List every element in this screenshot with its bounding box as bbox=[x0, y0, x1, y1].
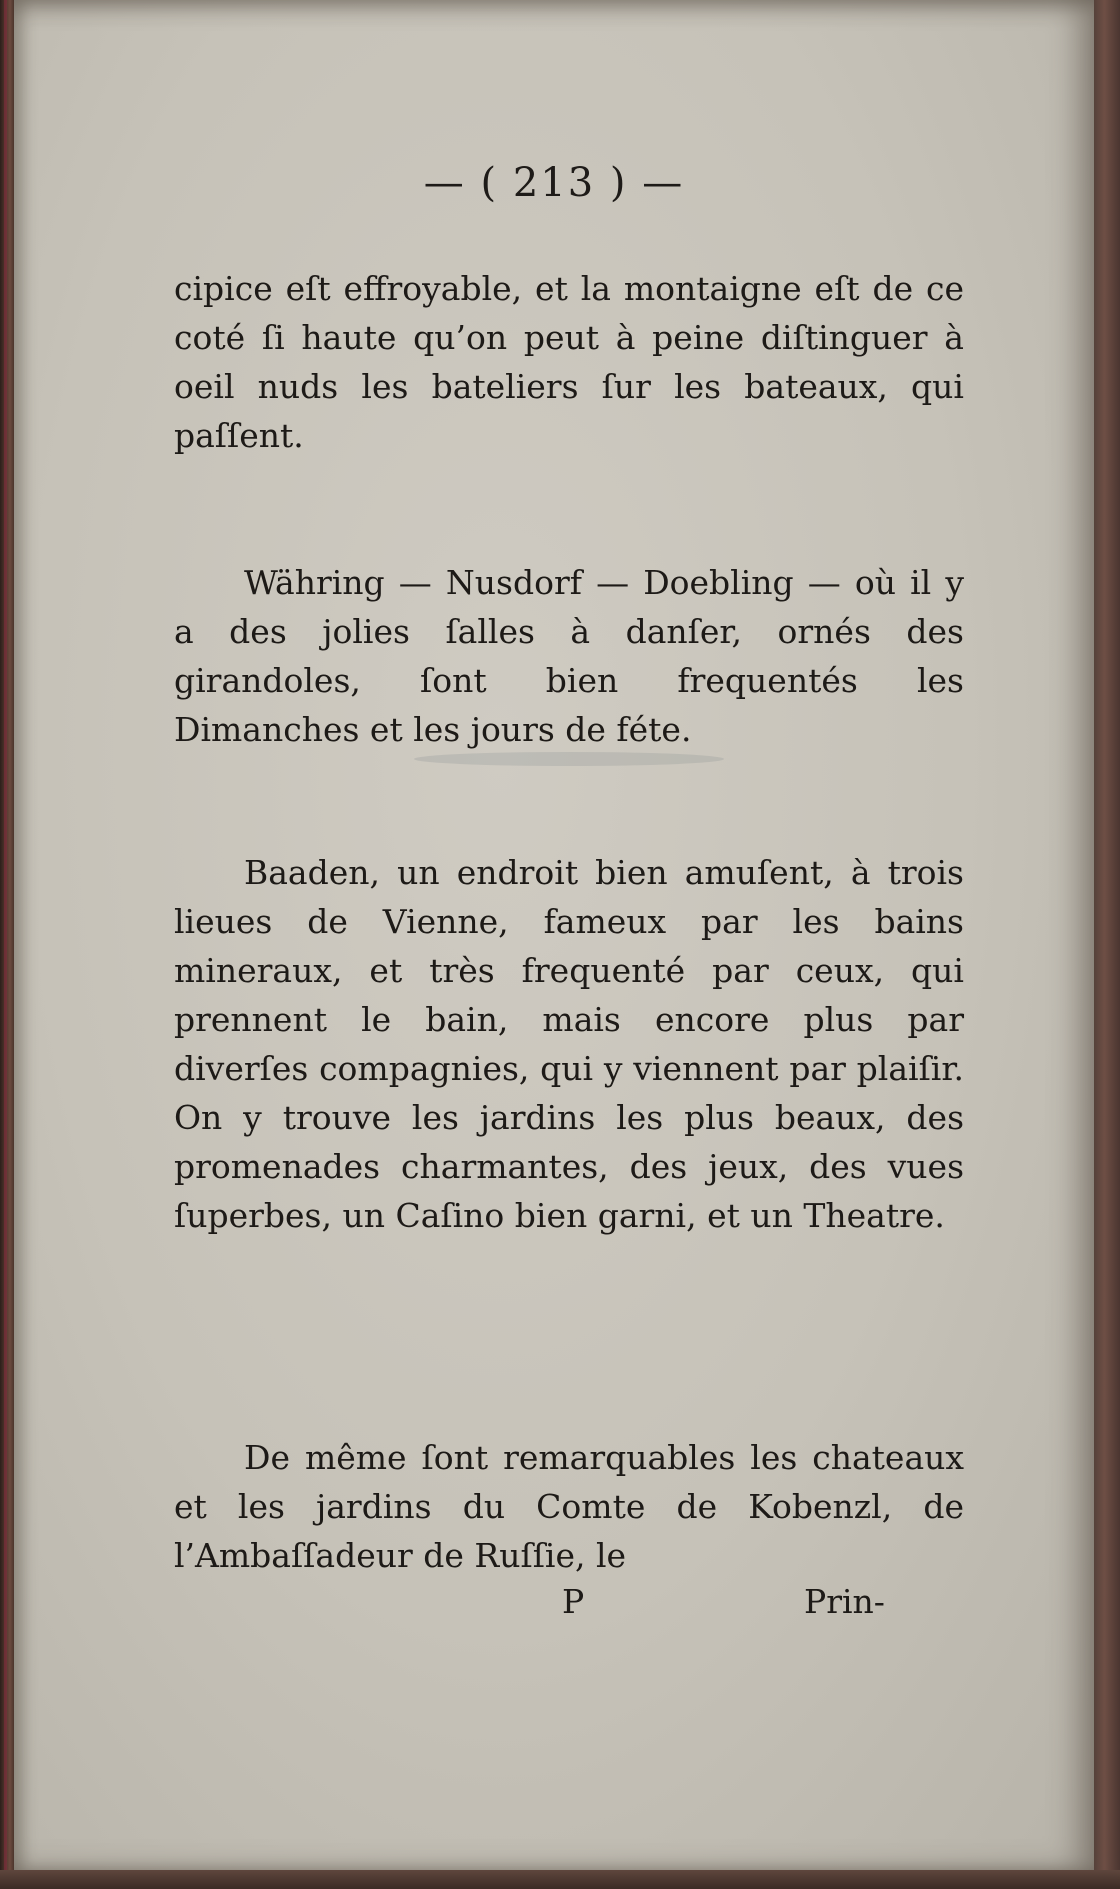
cover-edge-bottom bbox=[0, 1870, 1120, 1889]
page-number-header: — ( 213 ) — bbox=[423, 160, 685, 206]
page-footer bbox=[14, 1582, 1094, 1632]
book-page bbox=[14, 0, 1094, 1870]
catchword: Prin- bbox=[804, 1582, 885, 1621]
paragraph-2: Währing — Nusdorf — Doebling — où il y a des jolies ſalles à danſer, ornés des girandoles, ſont bien frequentés les Dimanches et les jours de féte. bbox=[174, 563, 964, 749]
paragraph-1: cipice eſt effroyable, et la montaigne eſt de ce coté ſi haute qu’on peut à peine diſtinguer à oeil nuds les bateliers ſur les bateaux, qui paſſent. bbox=[174, 269, 964, 455]
paragraph-3: Baaden, un endroit bien amuſent, à trois lieues de Vienne, fameux par les bains mineraux, et très frequenté par ceux, qui prennent le bain, mais encore plus par diverſes compagnies, qui y viennent par plaiſir. On y trouve les jardins les plus beaux, des promenades charmantes, des jeux, des vues ſuperbes, un Caſino bien garni, et un Theatre. bbox=[174, 853, 964, 1235]
paragraph-4: De même ſont remarquables les chateaux et les jardins du Comte de Kobenzl, de l’Ambaſſadeur de Ruſſie, le bbox=[174, 1438, 964, 1575]
binding-edge bbox=[4, 0, 7, 1889]
cover-edge-right bbox=[1094, 0, 1120, 1889]
signature-mark: P bbox=[562, 1582, 585, 1621]
ink-smudge bbox=[414, 752, 724, 766]
